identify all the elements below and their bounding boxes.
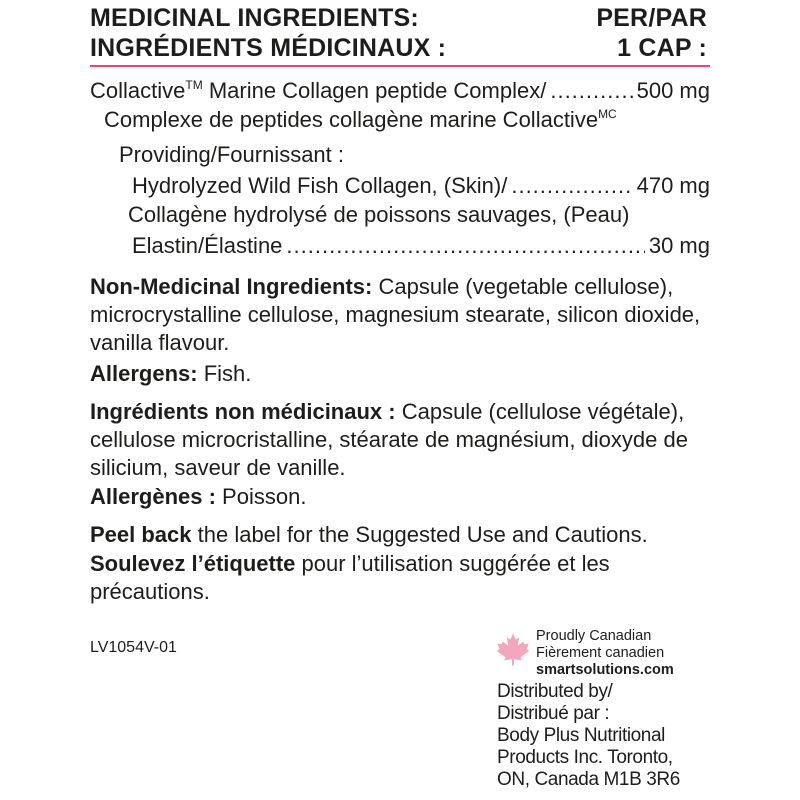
collagen-complex-row	[90, 77, 710, 105]
complex-amount: 500 mg	[636, 78, 710, 103]
per-par-label: PER/PAR	[596, 4, 707, 32]
distributed-by-label: Distributed by/	[497, 681, 613, 702]
distributor-info	[497, 681, 680, 791]
non-medicinal-ingredients-en: Non-Medicinal Ingredients: Capsule (vegetable cellulose), microcrystalline cellulose, magnesium stearate, silicon dioxide, vanilla flavour.	[90, 274, 701, 355]
fish-collagen-name-fr: Collagène hydrolysé de poissons sauvages, (Peau)	[128, 202, 630, 227]
header-title-en: MEDICINAL INGREDIENTS:	[90, 4, 419, 32]
elastin-row	[132, 232, 710, 260]
allergens-fr: Allergènes : Poisson.	[90, 484, 307, 509]
allergens-heading-fr: Allergènes :	[90, 484, 216, 509]
leader-dots	[286, 232, 644, 260]
one-cap-label: 1 CAP :	[617, 34, 707, 62]
elastin-amount: 30 mg	[648, 233, 710, 258]
distribue-par-label: Distribué par :	[497, 703, 610, 724]
complex-name: Collactive™ Marine Collagen peptide Complex/	[90, 78, 547, 103]
fish-collagen-row	[132, 172, 710, 200]
distributor-name-line1: Body Plus Nutritional	[497, 725, 665, 746]
peel-back-notice-en: Peel back the label for the Suggested Use and Cautions.	[90, 522, 648, 547]
peel-back-notice-fr: Soulevez l’étiquette pour l’utilisation suggérée et les précautions.	[90, 551, 610, 604]
header-divider	[90, 65, 710, 67]
ingredients-header	[90, 3, 446, 63]
complex-name-fr: Complexe de peptides collagène marine Collactive$^{MC}$	[104, 107, 617, 132]
maple-leaf-icon	[496, 632, 530, 666]
header-title-fr: INGRÉDIENTS MÉDICINAUX :	[90, 34, 447, 62]
peel-back-bold: Peel back	[90, 522, 192, 547]
mc-mark: MC	[598, 107, 617, 121]
elastin-name: Elastin/Élastine	[132, 233, 283, 258]
fish-collagen-name: Hydrolyzed Wild Fish Collagen, (Skin)/	[132, 173, 508, 198]
peel-back-bold-fr: Soulevez l’étiquette	[90, 551, 296, 576]
website-url: smartsolutions.com	[536, 662, 674, 678]
proudly-canadian-badge	[496, 628, 674, 679]
leader-dots	[511, 172, 632, 200]
lot-code: LV1054V-01	[90, 639, 177, 656]
proudly-canadian-label: Proudly Canadian	[536, 628, 652, 644]
canada-badge-text	[536, 628, 674, 679]
non-medicinal-heading-fr: Ingrédients non médicinaux :	[90, 399, 396, 424]
distributor-name-line2: Products Inc. Toronto,	[497, 747, 673, 768]
providing-label: Providing/Fournissant :	[119, 142, 344, 167]
trademark-mark: TM	[185, 78, 203, 92]
allergens-heading-en: Allergens:	[90, 361, 198, 386]
non-medicinal-ingredients-fr: Ingrédients non médicinaux : Capsule (cellulose végétale), cellulose microcristalline, stéarate de magnésium, dioxyde de silicium, saveur de vanille.	[90, 399, 688, 480]
fierement-canadien-label: Fièrement canadien	[536, 645, 665, 661]
distributor-address: ON, Canada M1B 3R6	[497, 769, 680, 790]
per-cap-header	[596, 3, 707, 63]
leader-dots	[550, 77, 632, 105]
allergens-en: Allergens: Fish.	[90, 361, 252, 386]
fish-collagen-amount: 470 mg	[636, 173, 710, 198]
non-medicinal-heading-en: Non-Medicinal Ingredients:	[90, 274, 373, 299]
